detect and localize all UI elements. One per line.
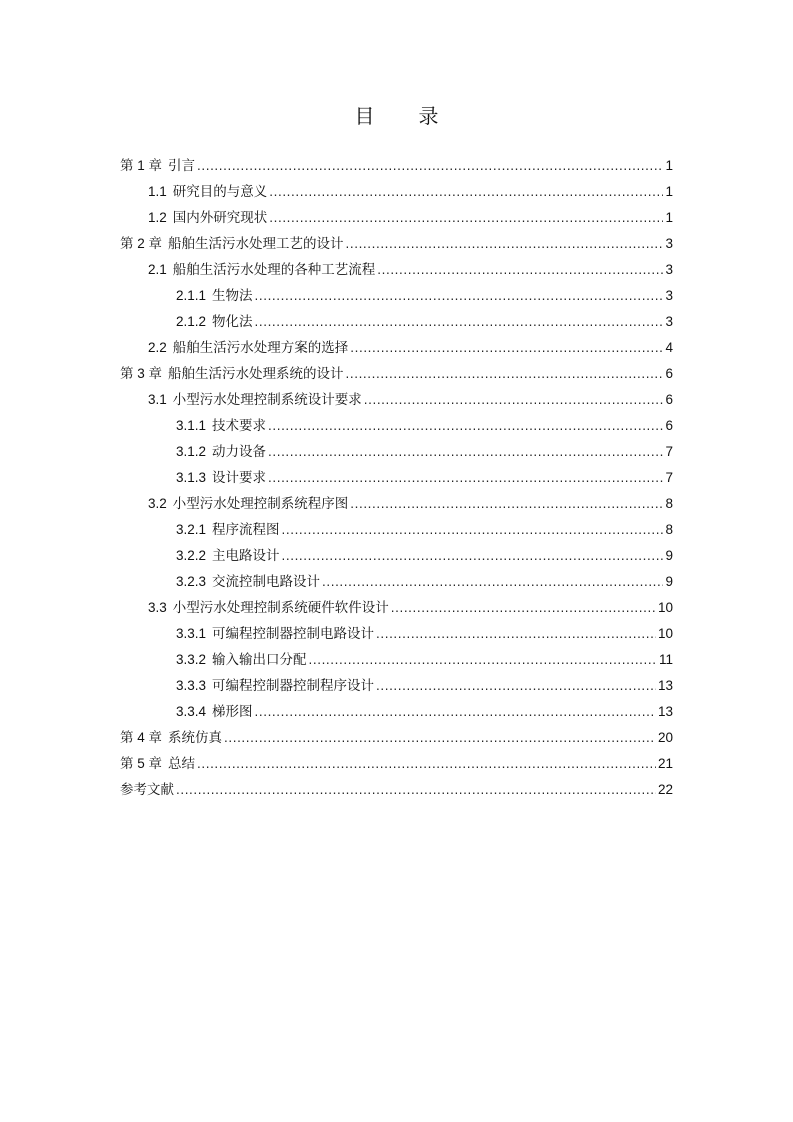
toc-entry-label: 可编程控制器控制程序设计 [212,678,375,694]
toc-entry-page: 3 [665,288,673,303]
toc-entry-label: 船舶生活污水处理的各种工艺流程 [172,262,376,278]
toc-leader-dots [282,543,664,569]
toc-entry[interactable] [120,205,673,231]
toc-leader-dots [255,699,656,725]
toc-leader-dots [346,231,664,257]
toc-leader-dots [376,621,656,647]
toc-entry-label: 主电路设计 [212,548,280,564]
toc-entry-page: 9 [665,574,673,589]
toc-entry[interactable] [120,413,673,439]
toc-entry-page: 10 [657,600,673,615]
toc-entry[interactable] [120,751,673,777]
toc-leader-dots [377,257,663,283]
toc-entry-label: 程序流程图 [212,522,280,538]
toc-leader-dots [255,309,664,335]
toc-entry[interactable] [120,465,673,491]
toc-leader-dots [268,439,663,465]
toc-entry-label: 研究目的与意义 [172,184,268,200]
toc-entry-number: 3.1 [148,392,167,407]
toc-entry[interactable] [120,361,673,387]
toc-entry-label: 输入输出口分配 [212,652,307,668]
toc-entry-page: 7 [665,470,673,485]
toc-entry[interactable] [120,231,673,257]
toc-leader-dots [255,283,664,309]
toc-entry-number: 3.3.2 [176,652,207,667]
toc-entry-label: 总结 [168,756,196,772]
toc-entry-label: 船舶生活污水处理工艺的设计 [168,236,344,252]
toc-leader-dots [364,387,664,413]
toc-entry[interactable] [120,491,673,517]
toc-entry-page: 4 [665,340,673,355]
toc-entry[interactable] [120,257,673,283]
toc-entry-label: 船舶生活污水处理系统的设计 [168,366,344,382]
toc-entry[interactable] [120,569,673,595]
toc-entry-label: 物化法 [212,314,253,330]
toc-entry-number: 3.1.3 [176,470,207,485]
toc-entry[interactable] [120,725,673,751]
toc-leader-dots [350,491,663,517]
toc-entry-label: 动力设备 [212,444,267,460]
toc-entry-number: 3.2.1 [176,522,207,537]
toc-leader-dots [346,361,664,387]
toc-entry-page: 6 [665,418,673,433]
toc-entry-label: 船舶生活污水处理方案的选择 [172,340,349,356]
toc-leader-dots [269,179,663,205]
toc-entry-label: 系统仿真 [168,730,223,746]
toc-entry-number: 3.2.3 [176,574,207,589]
toc-entry-page: 7 [665,444,673,459]
toc-entry-page: 13 [657,704,673,719]
toc-entry[interactable] [120,179,673,205]
toc-entry-page: 1 [665,184,673,199]
toc-entry-number: 2.1 [148,262,167,277]
toc-entry[interactable] [120,621,673,647]
toc-entry-label: 小型污水处理控制系统程序图 [172,496,349,512]
toc-entry[interactable] [120,517,673,543]
toc-entry-number: 1.2 [148,210,167,225]
toc-leader-dots [282,517,664,543]
toc-title-char-1: 目 [354,104,375,128]
toc-entry-page: 13 [657,678,673,693]
toc-entry[interactable] [120,153,673,179]
toc-entry-number: 第 2 章 [120,236,163,251]
toc-entry-page: 8 [665,522,673,537]
toc-entry-page: 3 [665,314,673,329]
toc-entry-number: 3.2 [148,496,167,511]
toc-entry[interactable] [120,283,673,309]
toc-leader-dots [350,335,663,361]
toc-entry[interactable] [120,439,673,465]
toc-entry-label: 国内外研究现状 [172,210,268,226]
toc-entry-number: 2.1.2 [176,314,207,329]
toc-entry-label: 小型污水处理控制系统硬件软件设计 [172,600,389,616]
toc-entry-label: 交流控制电路设计 [212,574,321,590]
toc-entry-label: 小型污水处理控制系统设计要求 [172,392,362,408]
toc-entry-number: 3.2.2 [176,548,207,563]
toc-entry[interactable] [120,595,673,621]
table-of-contents [120,153,673,803]
toc-entry-page: 22 [657,782,673,797]
toc-entry[interactable] [120,543,673,569]
toc-entry-page: 8 [665,496,673,511]
toc-entry-number: 3.3.3 [176,678,207,693]
toc-entry-number: 3.1.2 [176,444,207,459]
toc-entry-page: 6 [665,366,673,381]
toc-entry-number: 2.2 [148,340,167,355]
toc-entry[interactable] [120,335,673,361]
toc-leader-dots [309,647,657,673]
toc-entry-page: 6 [665,392,673,407]
toc-leader-dots [268,413,663,439]
toc-entry[interactable] [120,777,673,803]
toc-entry-label: 参考文献 [120,782,174,798]
toc-leader-dots [224,725,656,751]
toc-entry-page: 3 [665,236,673,251]
toc-entry[interactable] [120,673,673,699]
toc-leader-dots [322,569,663,595]
toc-title [0,100,793,129]
toc-leader-dots [268,465,663,491]
toc-entry-label: 设计要求 [212,470,267,486]
toc-leader-dots [176,777,656,803]
toc-entry-label: 引言 [168,158,196,174]
toc-entry-page: 9 [665,548,673,563]
toc-entry-number: 第 1 章 [120,158,163,173]
toc-entry-number: 第 5 章 [120,756,163,771]
toc-entry-number: 2.1.1 [176,288,207,303]
toc-leader-dots [197,751,656,777]
toc-entry[interactable] [120,387,673,413]
toc-entry-number: 3.3.4 [176,704,207,719]
toc-entry-number: 3.1.1 [176,418,207,433]
toc-entry-page: 3 [665,262,673,277]
toc-entry-number: 3.3 [148,600,167,615]
toc-leader-dots [376,673,656,699]
toc-entry-page: 21 [657,756,673,771]
toc-entry-number: 3.3.1 [176,626,207,641]
toc-entry-label: 技术要求 [212,418,267,434]
toc-entry-number: 第 3 章 [120,366,163,381]
toc-leader-dots [197,153,663,179]
toc-leader-dots [269,205,663,231]
toc-entry-label: 梯形图 [212,704,253,720]
toc-entry-page: 20 [657,730,673,745]
toc-entry-label: 生物法 [212,288,253,304]
toc-entry-page: 11 [658,652,673,667]
toc-entry-page: 1 [665,210,673,225]
toc-entry-number: 1.1 [148,184,167,199]
toc-entry-page: 10 [657,626,673,641]
toc-entry-number: 第 4 章 [120,730,163,745]
toc-entry-label: 可编程控制器控制电路设计 [212,626,375,642]
toc-entry[interactable] [120,647,673,673]
toc-entry[interactable] [120,699,673,725]
toc-leader-dots [391,595,656,621]
toc-title-char-2: 录 [418,104,439,128]
toc-entry-page: 1 [665,158,673,173]
toc-entry[interactable] [120,309,673,335]
